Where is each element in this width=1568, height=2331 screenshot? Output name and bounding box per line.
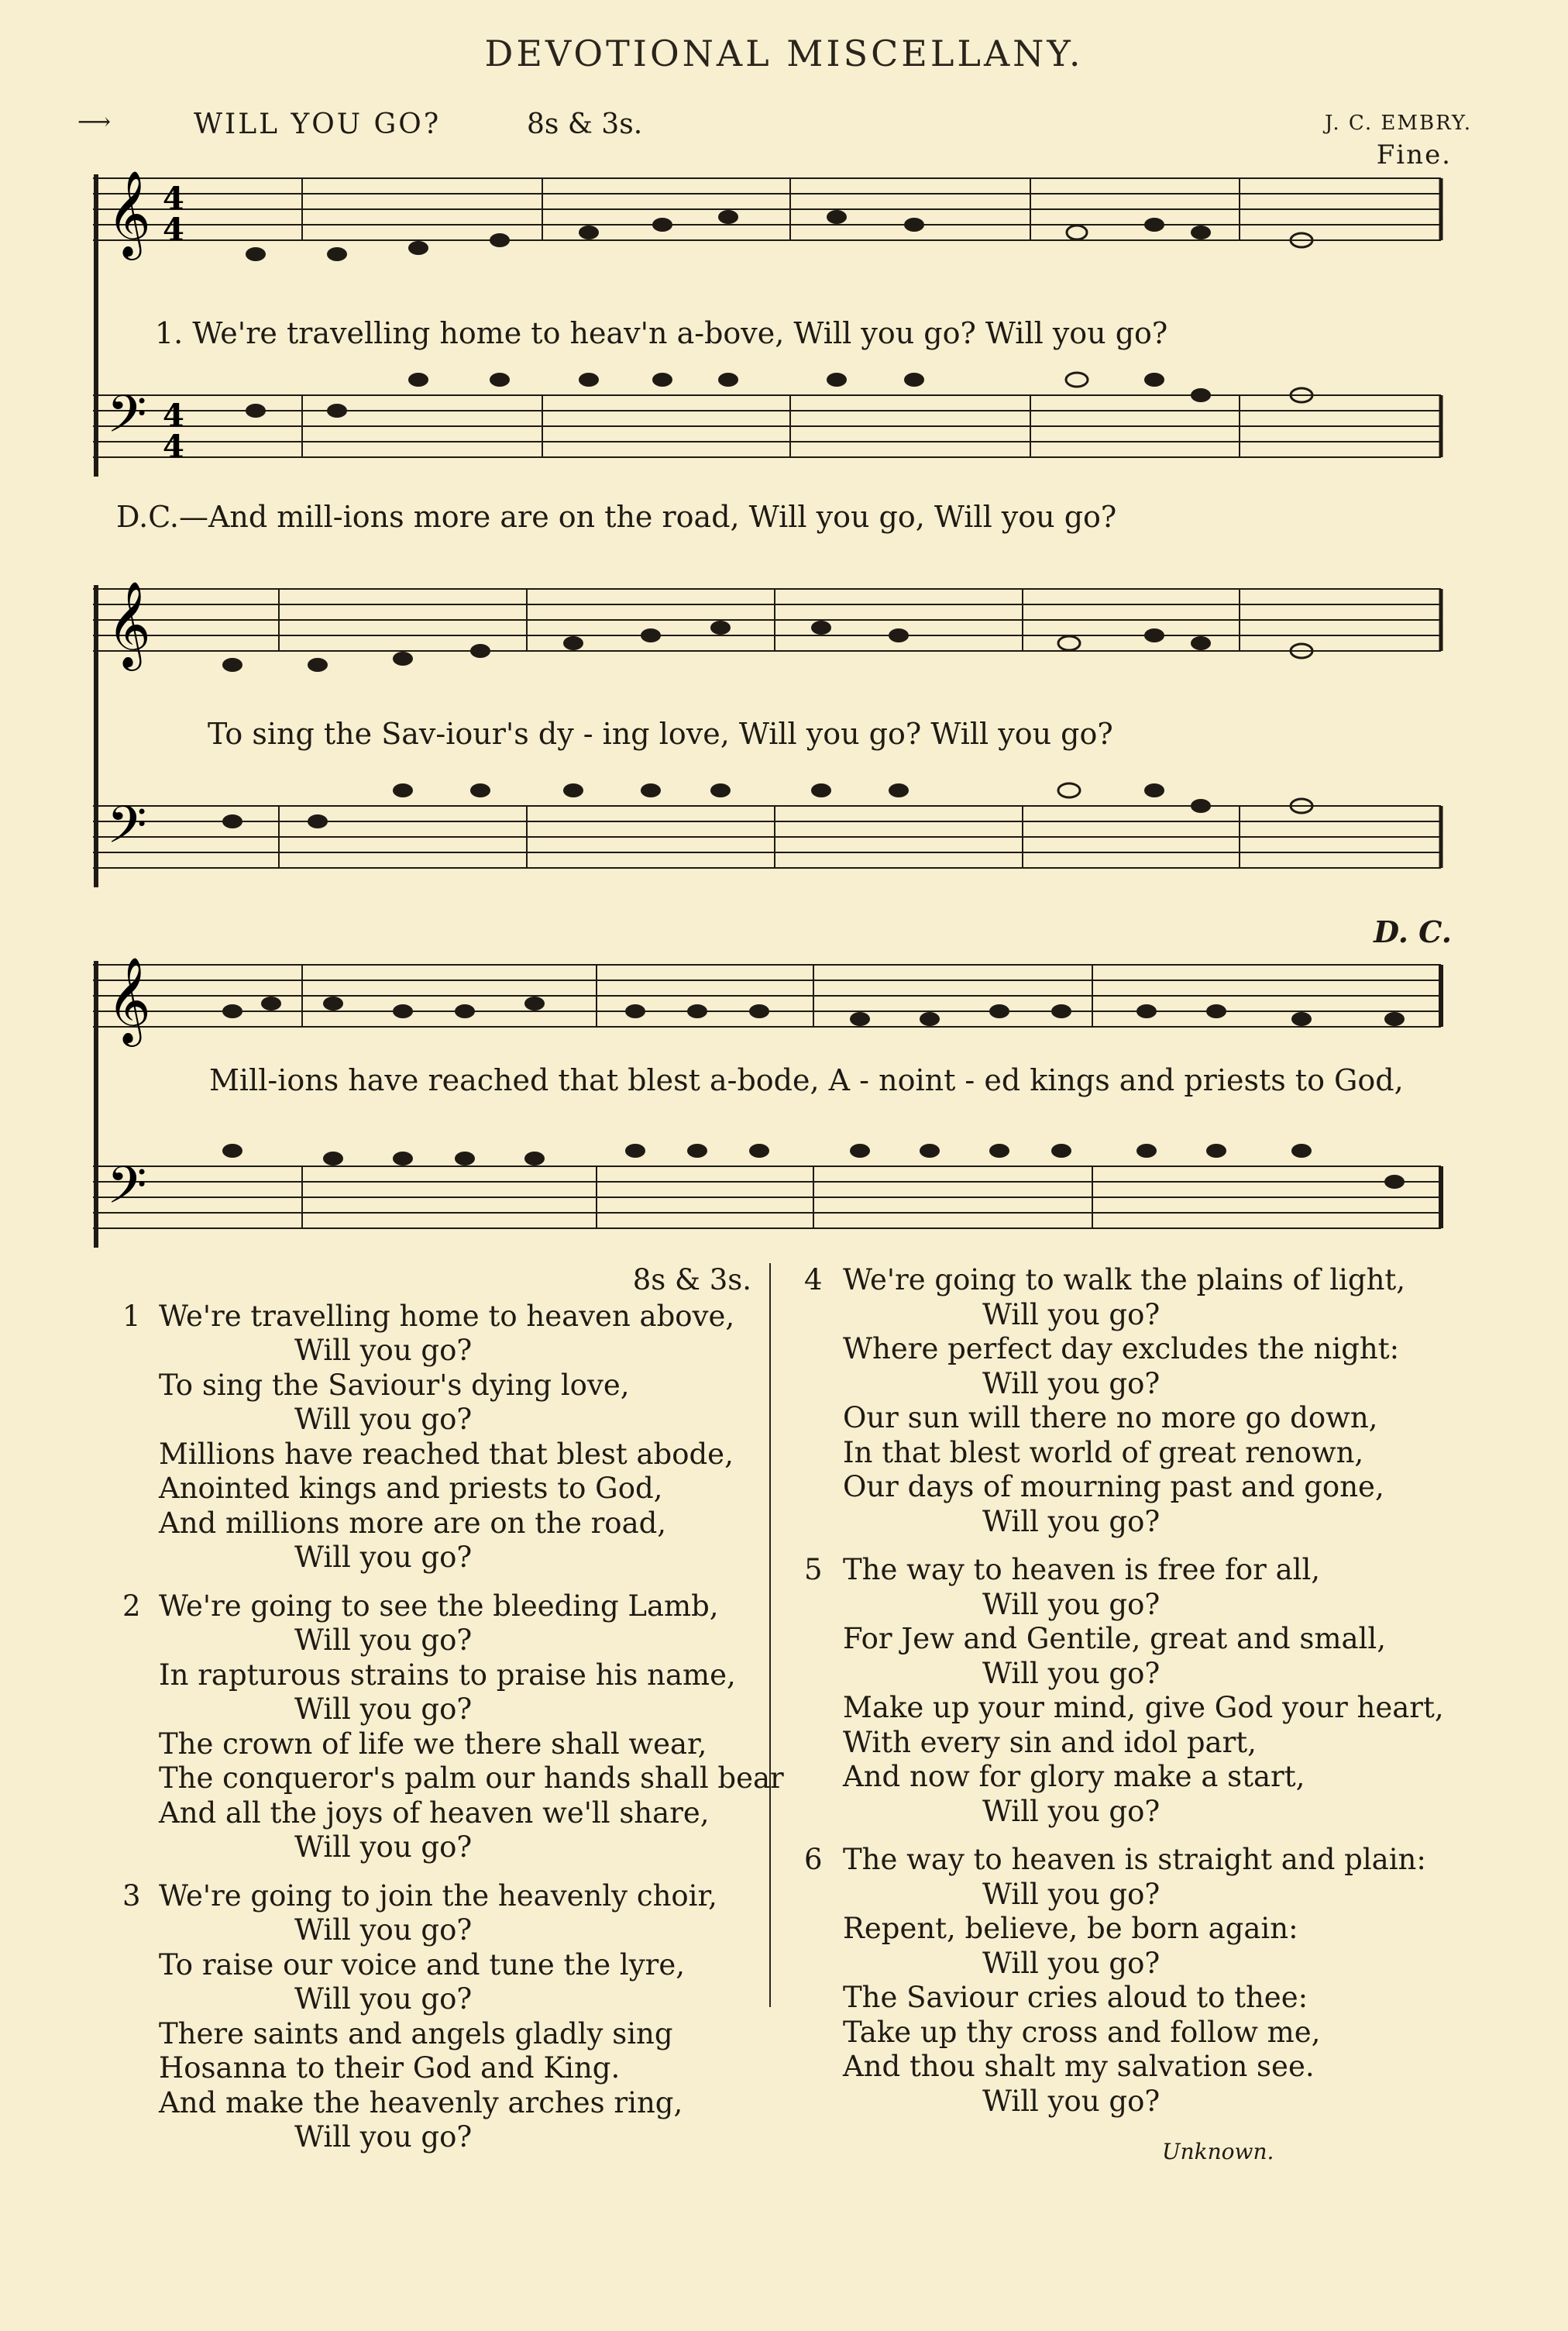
bass-staff-1: [93, 395, 1441, 457]
stanza-line: Millions have reached that blest abode,: [159, 1437, 734, 1471]
stanza-number: 6: [804, 1843, 823, 1876]
bass-clef-icon: 𝄢: [107, 384, 147, 456]
lyric-line-dc: D.C.—And mill-ions more are on the road, Will you go, Will you go?: [116, 500, 1117, 534]
stanza-line: There saints and angels gladly sing: [159, 2016, 673, 2050]
time-signature-bass-lower: 4: [163, 429, 184, 465]
bass-staff-3: [93, 1166, 1441, 1228]
stanza-line: To sing the Saviour's dying love,: [159, 1368, 630, 1402]
stanza-line: To raise our voice and tune the lyre,: [159, 1947, 685, 1982]
stanza-line: Make up your mind, give God your heart,: [843, 1691, 1444, 1724]
stanza-6: [804, 1843, 1486, 2119]
stanza-refrain: Will you go?: [982, 1297, 1161, 1331]
treble-clef-icon: 𝄞: [107, 580, 151, 667]
music-system-3: [93, 949, 1456, 1259]
treble-staff-3: [93, 965, 1441, 1027]
bass-staff-2: [93, 806, 1441, 868]
running-head: DEVOTIONAL MISCELLANY.: [484, 33, 1084, 74]
stanza-line: And thou shalt my salvation see.: [843, 2050, 1315, 2083]
stanza-line: We're going to join the heavenly choir,: [159, 1878, 717, 1913]
ornament-icon: ⟶: [77, 108, 112, 136]
stanza-line: And all the joys of heaven we'll share,: [159, 1796, 710, 1830]
tune-meter: 8s & 3s.: [527, 108, 643, 140]
stanza-line: Our sun will there no more go down,: [843, 1401, 1378, 1434]
stanza-refrain: Will you go?: [294, 1830, 473, 1864]
attribution: Unknown.: [1162, 2139, 1274, 2164]
stanza-number: 4: [804, 1263, 823, 1296]
stanza-line: The way to heaven is free for all,: [843, 1553, 1321, 1586]
stanza-refrain: Will you go?: [294, 1982, 473, 2016]
stanza-line: Take up thy cross and follow me,: [843, 2015, 1321, 2049]
stanza-2: [116, 1589, 784, 1865]
stanza-refrain: Will you go?: [294, 1913, 473, 1947]
stanza-line: And now for glory make a start,: [843, 1760, 1305, 1793]
treble-staff-1: [93, 178, 1441, 240]
hymn-column-right: [804, 1263, 1486, 2133]
stanza-refrain: Will you go?: [294, 1403, 473, 1436]
stanza-line: With every sin and idol part,: [843, 1725, 1257, 1759]
stanza-line: Our days of mourning past and gone,: [843, 1470, 1384, 1503]
stanza-line: For Jew and Gentile, great and small,: [843, 1622, 1386, 1655]
stanza-line: The Saviour cries aloud to thee:: [843, 1981, 1308, 2014]
stanza-line: We're going to see the bleeding Lamb,: [159, 1589, 719, 1623]
time-signature-bass: 4: [163, 398, 184, 434]
stanza-1: [116, 1300, 759, 1575]
treble-clef-icon: 𝄞: [107, 170, 151, 257]
stanza-refrain: Will you go?: [294, 2120, 473, 2154]
stanza-line: In rapturous strains to praise his name,: [159, 1658, 736, 1692]
stanza-line: And millions more are on the road,: [159, 1506, 667, 1540]
hymn-meter-label: 8s & 3s.: [632, 1263, 751, 1296]
composer: J. C. EMBRY.: [1325, 112, 1472, 135]
stanza-number: 3: [122, 1878, 141, 1913]
stanza-refrain: Will you go?: [982, 1587, 1161, 1621]
stanza-refrain: Will you go?: [982, 1366, 1161, 1400]
stanza-line: Anointed kings and priests to God,: [159, 1472, 663, 1505]
stanza-refrain: Will you go?: [294, 1334, 473, 1367]
stanza-refrain: Will you go?: [294, 1623, 473, 1657]
stanza-refrain: Will you go?: [982, 1656, 1161, 1690]
stanza-line: The crown of life we there shall wear,: [159, 1727, 707, 1761]
time-signature-treble-lower: 4: [163, 212, 184, 248]
fine-marking: Fine.: [1376, 139, 1452, 170]
stanza-line: We're going to walk the plains of light,: [843, 1263, 1406, 1296]
stanza-line: And make the heavenly arches ring,: [159, 2085, 683, 2119]
stanza-line: Repent, believe, be born again:: [843, 1912, 1298, 1945]
stanza-line: The conqueror's palm our hands shall bear: [159, 1761, 784, 1795]
stanza-5: [804, 1553, 1486, 1829]
lyric-line-3: Mill-ions have reached that blest a-bode, A - noint - ed kings and priests to God,: [209, 1063, 1404, 1097]
stanza-refrain: Will you go?: [982, 1504, 1161, 1538]
hymn-column-left: [116, 1263, 784, 2169]
dc-marking: D. C.: [1374, 914, 1452, 949]
stanza-3: [116, 1879, 759, 2155]
stanza-refrain: Will you go?: [982, 1946, 1161, 1980]
stanza-number: 1: [122, 1299, 141, 1333]
tune-title: WILL YOU GO?: [194, 108, 442, 140]
bass-clef-icon: 𝄢: [107, 1155, 147, 1227]
stanza-refrain: Will you go?: [982, 1794, 1161, 1828]
notes-system-1: [246, 210, 1312, 418]
stanza-refrain: Will you go?: [982, 1877, 1161, 1911]
time-signature-treble: 4: [163, 181, 184, 217]
treble-clef-icon: 𝄞: [107, 956, 151, 1043]
stanza-line: The way to heaven is straight and plain:: [843, 1843, 1426, 1876]
stanza-line: Where perfect day excludes the night:: [843, 1332, 1400, 1365]
stanza-line: In that blest world of great renown,: [843, 1435, 1364, 1469]
treble-staff-2: [93, 589, 1441, 651]
lyric-line-2: To sing the Sav-iour's dy - ing love, Will you go? Will you go?: [208, 717, 1113, 751]
lyric-line-1: 1. We're travelling home to heav'n a-bove, Will you go? Will you go?: [155, 316, 1168, 350]
column-divider: [769, 1263, 771, 2007]
stanza-refrain: Will you go?: [982, 2084, 1161, 2118]
stanza-number: 5: [804, 1553, 823, 1586]
stanza-4: [804, 1263, 1486, 1539]
stanza-refrain: Will you go?: [294, 1692, 473, 1726]
bass-clef-icon: 𝄢: [107, 795, 147, 867]
stanza-refrain: Will you go?: [294, 1541, 473, 1574]
stanza-number: 2: [122, 1589, 141, 1623]
stanza-line: Hosanna to their God and King.: [159, 2051, 621, 2085]
tune-header: [77, 108, 1487, 155]
stanza-line: We're travelling home to heaven above,: [159, 1299, 735, 1333]
